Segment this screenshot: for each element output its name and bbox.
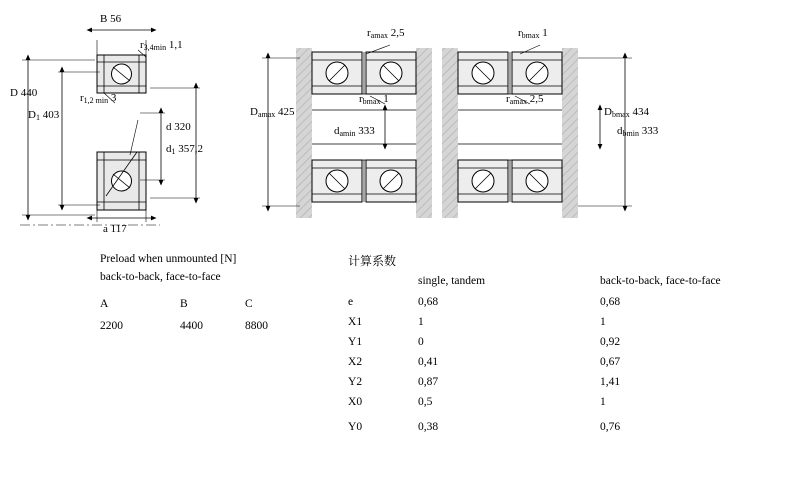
dim-sub-Dbmax: bmax [611,110,630,119]
factors-row-label-Y0 [348,421,362,433]
factors-label-Y1-sub: 1 [356,336,363,348]
factors-row-label-e [348,296,353,308]
preload-val-C: 8800 [245,320,268,332]
factors-X1-single: 1 [418,316,424,328]
dim-val-ramax-mid: 2,5 [527,93,544,105]
factors-Y0-single: 0,38 [418,421,439,433]
factors-Y0-btb: 0,76 [600,421,621,433]
dim-sub-r34min: 3,4min [143,43,167,52]
dim-label-ramax-mid: $r_{amax}$ 2,5 [506,93,544,106]
factors-label-Y1-base: Y [348,336,357,348]
dim-val-r12min: 3 [108,92,117,104]
factors-label-X2-sub: 2 [356,356,363,368]
factors-X1-btb: 1 [600,316,606,328]
factors-row-label-Y1 [348,336,362,348]
factors-e-single: 0,68 [418,296,439,308]
dim-val-D1: 403 [39,109,60,121]
factors-row-label-Y2 [348,376,362,388]
factors-label-X2-base: X [348,356,357,368]
factors-col-btb-ftf: back-to-back, face-to-face [600,275,721,287]
factors-X0-btb: 1 [600,396,606,408]
dim-sub-Damax: amax [257,110,276,119]
factors-col-single-tandem: single, tandem [418,275,486,287]
right-bearing-arrangements [262,45,632,218]
factors-label-Y0-sub: 0 [356,421,363,433]
factors-Y1-btb: 0,92 [600,336,621,348]
dim-label-Dbmax: $D_{bmax}$ 434 [604,106,649,119]
factors-label-e-base: e [348,296,354,308]
dim-val-rbmax-mid: 1 [380,93,389,105]
dim-val-Dbmax: 434 [629,106,649,118]
preload-col-C: C [245,298,253,310]
factors-Y2-btb: 1,41 [600,376,621,388]
factors-X2-single: 0,41 [418,356,439,368]
dim-sub-ramax-mid: amax [509,97,527,106]
dim-label-D1: $D_1$ 403 [28,109,60,122]
factors-label-X0-sub: 0 [356,396,363,408]
factors-Y1-single: 0 [418,336,424,348]
factors-X2-btb: 0,67 [600,356,621,368]
dim-val-rbmax-top: 1 [539,27,548,39]
dim-label-a: a 117 [103,223,127,235]
dim-sub-ramax-top: amax [370,31,388,40]
factors-label-Y0-base: Y [348,421,357,433]
dim-val-ramax-top: 2,5 [388,27,405,39]
factors-Y2-single: 0,87 [418,376,439,388]
dim-label-B: B 56 [100,13,122,25]
dim-label-r12min: $r_{1,2 min}$ 3 [80,92,117,105]
factors-e-btb: 0,68 [600,296,621,308]
preload-title: Preload when unmounted [N] [100,253,237,265]
preload-col-B: B [180,298,188,310]
dim-label-ramax-top: $r_{amax}$ 2,5 [367,27,405,40]
factors-title: 计算系数 [348,254,397,268]
dim-label-damin: $d_{amin}$ 333 [334,125,375,138]
factors-row-label-X2 [348,356,362,368]
dim-sub-dbmin: bmin [622,129,639,138]
factors-label-X0-base: X [348,396,357,408]
dim-val-dbmin: 333 [638,125,659,137]
factors-label-Y2-base: Y [348,376,357,388]
dim-sub-rbmax-mid: bmax [362,97,381,106]
dim-label-d: d 320 [166,121,191,133]
dim-label-d1: $d_1$ 357,2 [166,143,203,156]
dim-val-Damax: 425 [275,106,295,118]
dim-label-D: D 440 [10,87,38,99]
dim-sub-r12min: 1,2 min [83,96,109,105]
dim-sub-d1: 1 [171,147,176,156]
dim-sub-D1: 1 [35,113,40,122]
factors-X0-single: 0,5 [418,396,433,408]
factors-label-X1-sub: 1 [356,316,363,328]
factors-row-label-X1 [348,316,362,328]
preload-val-B: 4400 [180,320,203,332]
preload-col-A: A [100,298,109,310]
dim-label-rbmax-mid: $r_{bmax}$ 1 [359,93,389,106]
dim-val-d1: 357,2 [175,143,203,155]
dim-label-Damax: $D_{amax}$ 425 [250,106,295,119]
preload-val-A: 2200 [100,320,123,332]
factors-row-label-X0 [348,396,362,408]
dim-sub-rbmax-top: bmax [521,31,540,40]
dim-label-r34min: $r_{3,4min}$ 1,1 [140,39,183,52]
dim-val-damin: 333 [355,125,375,137]
dim-val-r34min: 1,1 [166,39,183,51]
dim-sub-damin: amin [339,129,356,138]
preload-subtitle: back-to-back, face-to-face [100,271,221,283]
factors-label-X1-base: X [348,316,357,328]
dim-label-dbmin: $d_{bmin}$ 333 [617,125,659,138]
factors-label-Y2-sub: 2 [356,376,363,388]
dim-label-rbmax-top: $r_{bmax}$ 1 [518,27,548,40]
